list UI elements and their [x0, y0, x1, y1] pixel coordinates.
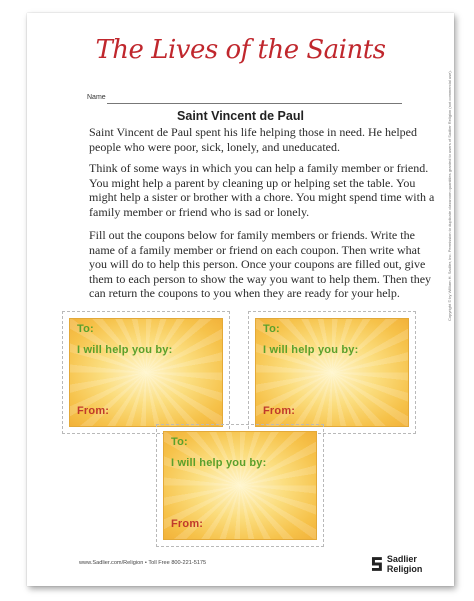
sadlier-logo-icon	[370, 556, 384, 572]
coupon-to-label: To:	[263, 323, 280, 335]
coupon-1[interactable]	[62, 311, 230, 434]
coupon-from-label: From:	[263, 405, 296, 417]
coupon-background	[163, 431, 317, 540]
coupon-background	[69, 318, 223, 427]
coupon-2[interactable]	[248, 311, 416, 434]
sadlier-logo	[370, 554, 454, 574]
coupon-to-label: To:	[77, 323, 94, 335]
article-heading: Saint Vincent de Paul	[177, 109, 304, 123]
coupon-3[interactable]	[156, 424, 324, 547]
copyright-side-text: Copyright © by William H. Sadlier, Inc. Permission to duplicate classroom quantities granted to users of Sadlier Religion (not commercial use).	[447, 70, 452, 321]
paragraph-intro: Saint Vincent de Paul spent his life helping those in need. He helped people who were poor, sick, lonely, and uneducated.	[89, 125, 417, 154]
coupon-from-label: From:	[171, 518, 204, 530]
coupon-help-label: I will help you by:	[263, 344, 359, 356]
paragraph-ideas: Think of some ways in which you can help a family member or friend. You might help a parent by cleaning up or helping set the table. You might help a sister or brother with a chore. You might spend time with a family member or friend who is sad or lonely.	[89, 161, 435, 219]
footer-contact: www.Sadlier.com/Religion • Toll Free 800-221-5175	[79, 560, 207, 566]
coupon-to-label: To:	[171, 436, 188, 448]
name-label: Name	[87, 94, 106, 101]
worksheet-page	[27, 13, 454, 586]
logo-text: Sadlier Religion	[386, 554, 423, 574]
coupon-help-label: I will help you by:	[77, 344, 173, 356]
paragraph-instructions: Fill out the coupons below for family members or friends. Write the name of a family member or friend on each coupon. Then write what you will do to help this person. Once your coupons are filled out, give them to each person to show the way you want to help them. Then they can return the coupons to you when they are ready for your help.	[89, 228, 432, 301]
page-title: The Lives of the Saints	[95, 35, 386, 65]
coupon-from-label: From:	[77, 405, 110, 417]
coupon-background	[255, 318, 409, 427]
coupon-help-label: I will help you by:	[171, 457, 267, 469]
name-field[interactable]	[107, 103, 402, 104]
